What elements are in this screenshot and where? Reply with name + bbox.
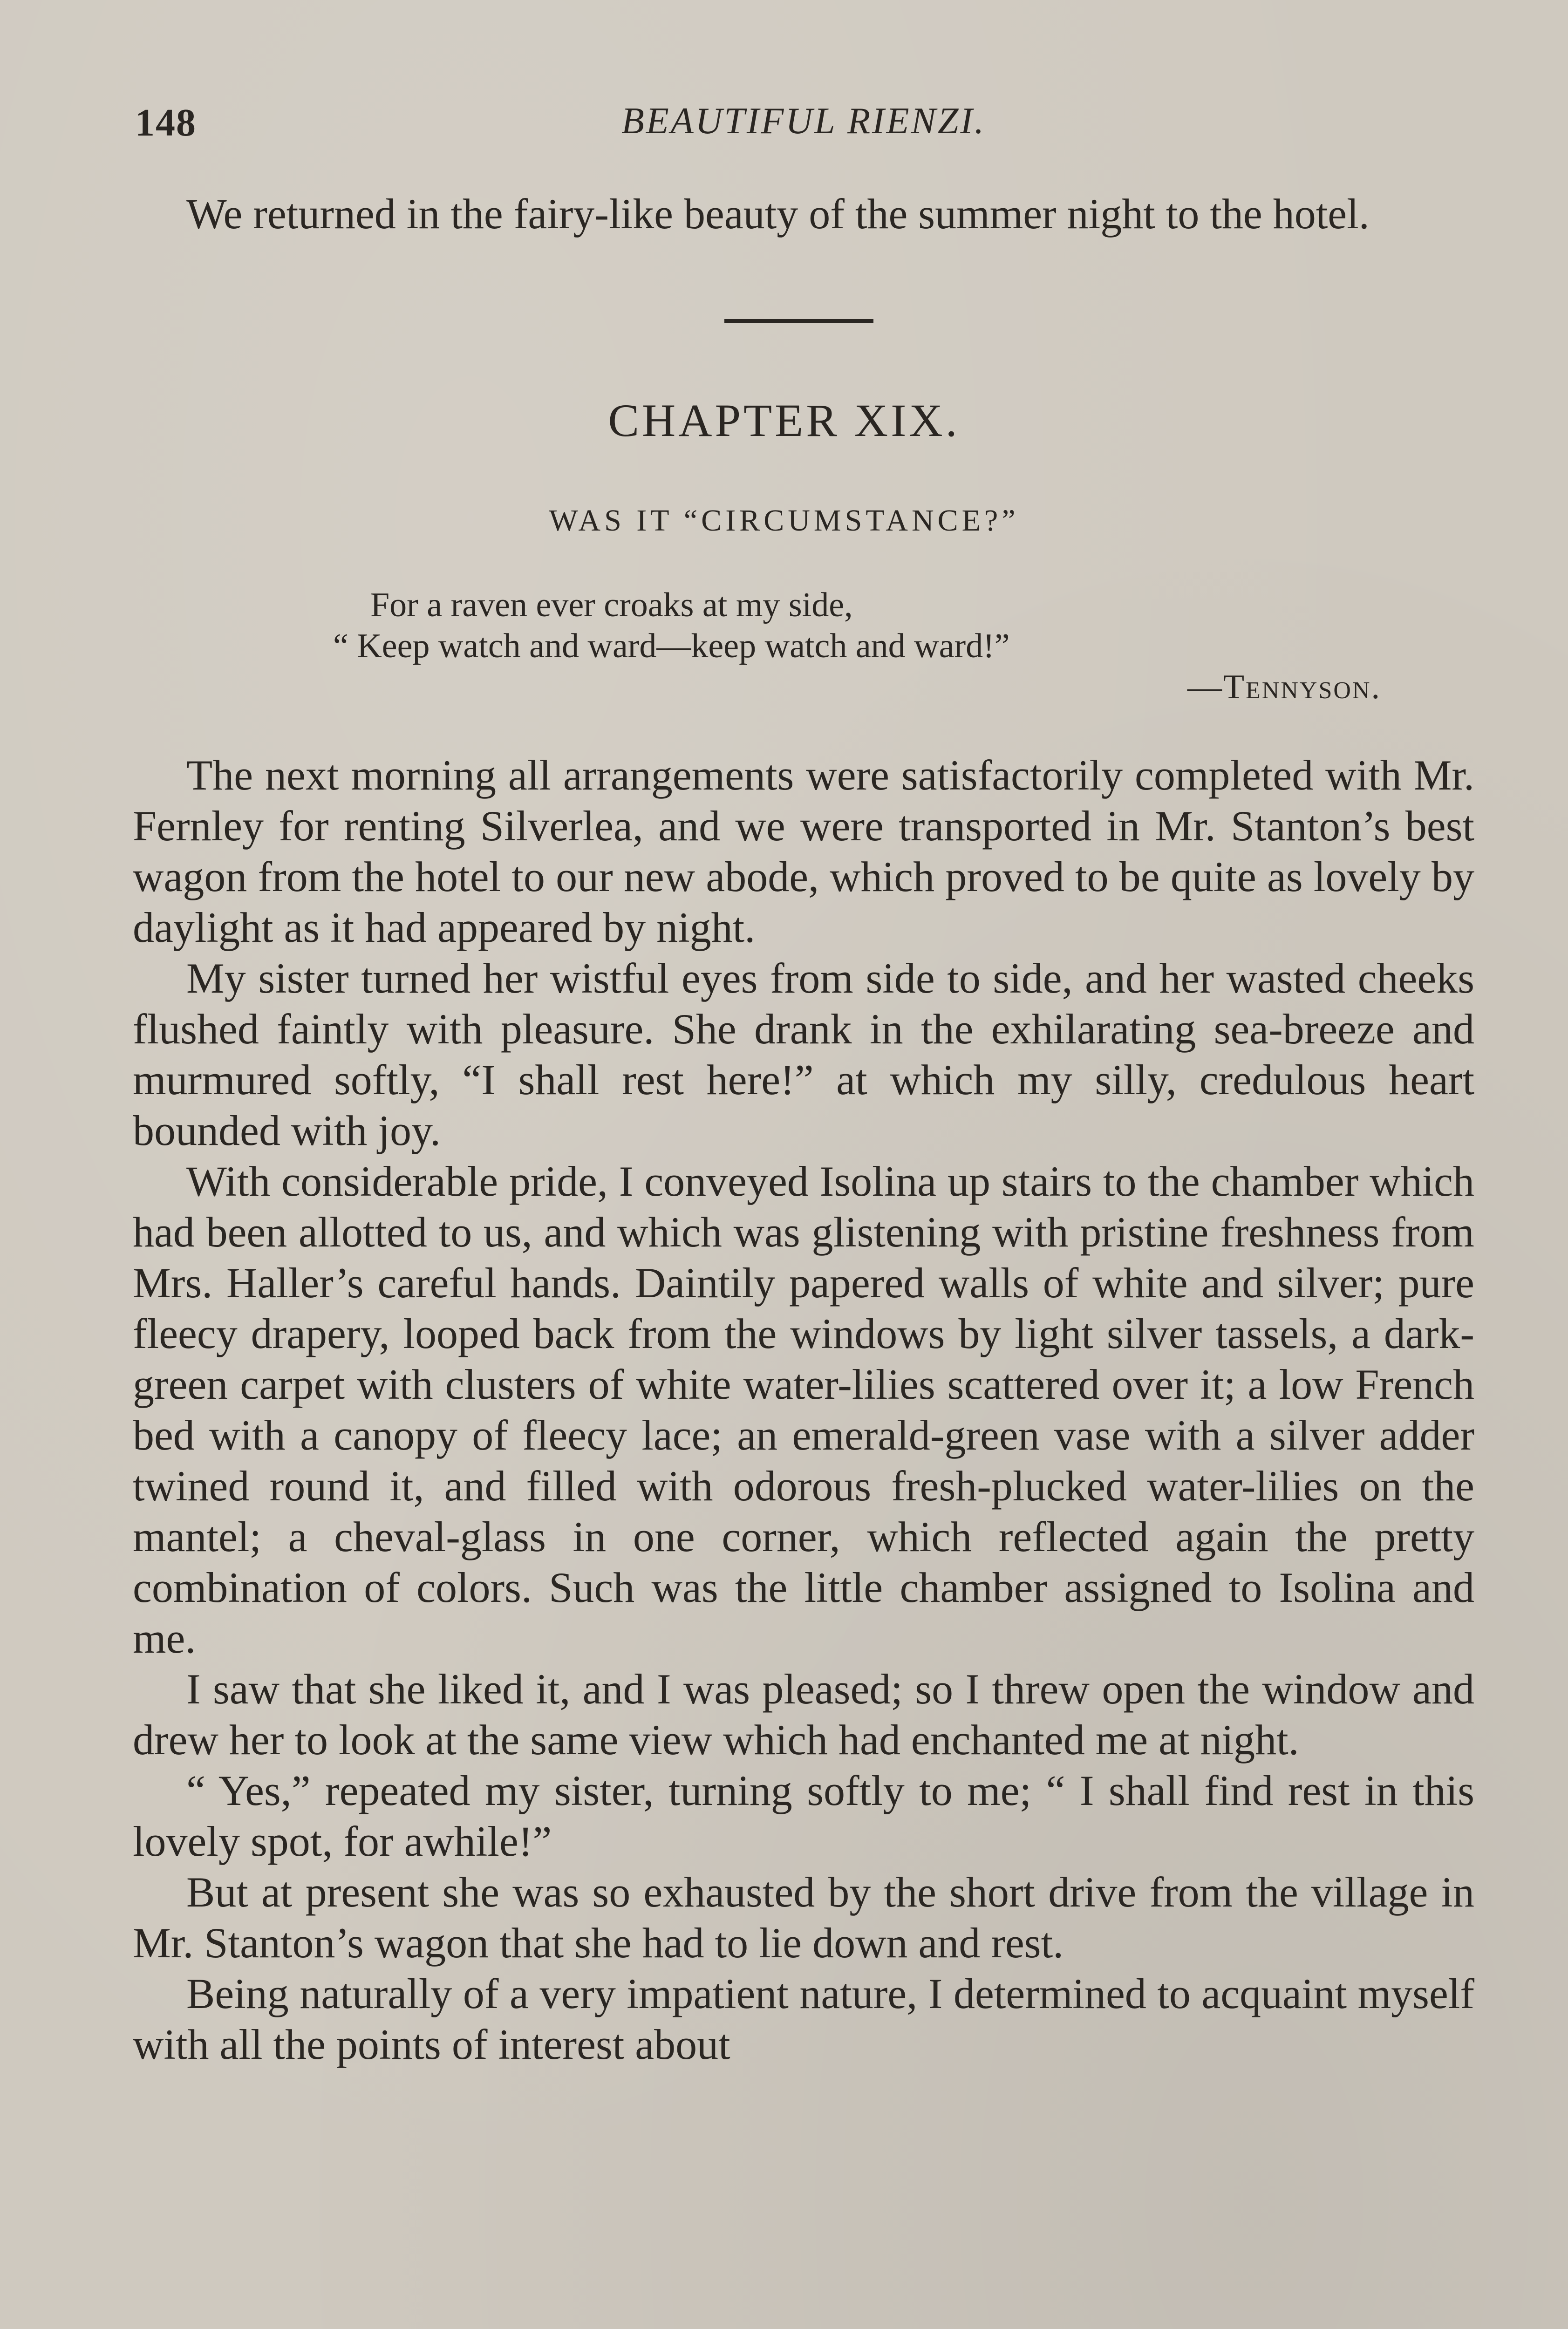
paragraph: Being naturally of a very impatient nature, I determined to acquaint myself with all the points of interest about (133, 1970, 1474, 2068)
epigraph-attribution: —Tennyson. (1187, 668, 1381, 706)
chapter-subtitle: WAS IT “CIRCUMSTANCE?” (549, 504, 1019, 538)
epigraph-line-1: For a raven ever croaks at my side, (370, 586, 853, 624)
section-divider (724, 319, 873, 323)
paragraph: My sister turned her wistful eyes from side to side, and her wasted cheeks flushed faintly with pleasure. She drank in the exhilarating sea-breeze and murmured softly, “I shall rest here!” at which my silly, credulous heart bounded with joy. (133, 954, 1474, 1154)
epigraph-line-2: “ Keep watch and ward—keep watch and ward!” (333, 627, 1010, 665)
paragraph: But at present she was so exhausted by the short drive from the village in Mr. Stanton’s wagon that she had to lie down and rest. (133, 1868, 1474, 1967)
paragraph: I saw that she liked it, and I was pleased; so I threw open the window and drew her to look at the same view which had enchanted me at night. (133, 1665, 1474, 1764)
book-title: BEAUTIFUL RIENZI. (621, 101, 986, 142)
running-head (135, 100, 1472, 156)
chapter-title: CHAPTER XIX. (608, 395, 960, 446)
paragraph: “ Yes,” repeated my sister, turning softly to me; “ I shall find rest in this lovely spot, for awhile!” (133, 1767, 1474, 1865)
top-paragraph: We returned in the fairy-like beauty of the summer night to the hotel. (186, 190, 1370, 238)
paragraph: With considerable pride, I conveyed Isolina up stairs to the chamber which had been allotted to us, and which was glistening with pristine freshness from Mrs. Haller’s careful hands. Daintily papered walls of white and silver; pure fleecy drapery, looped back from the windows by light silver tassels, a dark-green carpet with clusters of white water-lilies scattered over it; a low French bed with a canopy of fleecy lace; an emerald-green vase with a silver adder twined round it, and filled with odorous fresh-plucked water-lilies on the mantel; a cheval-glass in one corner, which reflected again the pretty combination of colors. Such was the little chamber assigned to Isolina and me. (133, 1158, 1474, 1662)
page-number: 148 (135, 101, 197, 144)
epigraph (333, 585, 1381, 708)
top-paragraph-block (133, 189, 1474, 239)
chapter-body (133, 750, 1474, 2070)
paragraph: The next morning all arrangements were satisfactorily completed with Mr. Fernley for renting Silverlea, and we were transported in Mr. Stanton’s best wagon from the hotel to our new abode, which proved to be quite as lovely by daylight as it had appeared by night. (133, 751, 1474, 951)
